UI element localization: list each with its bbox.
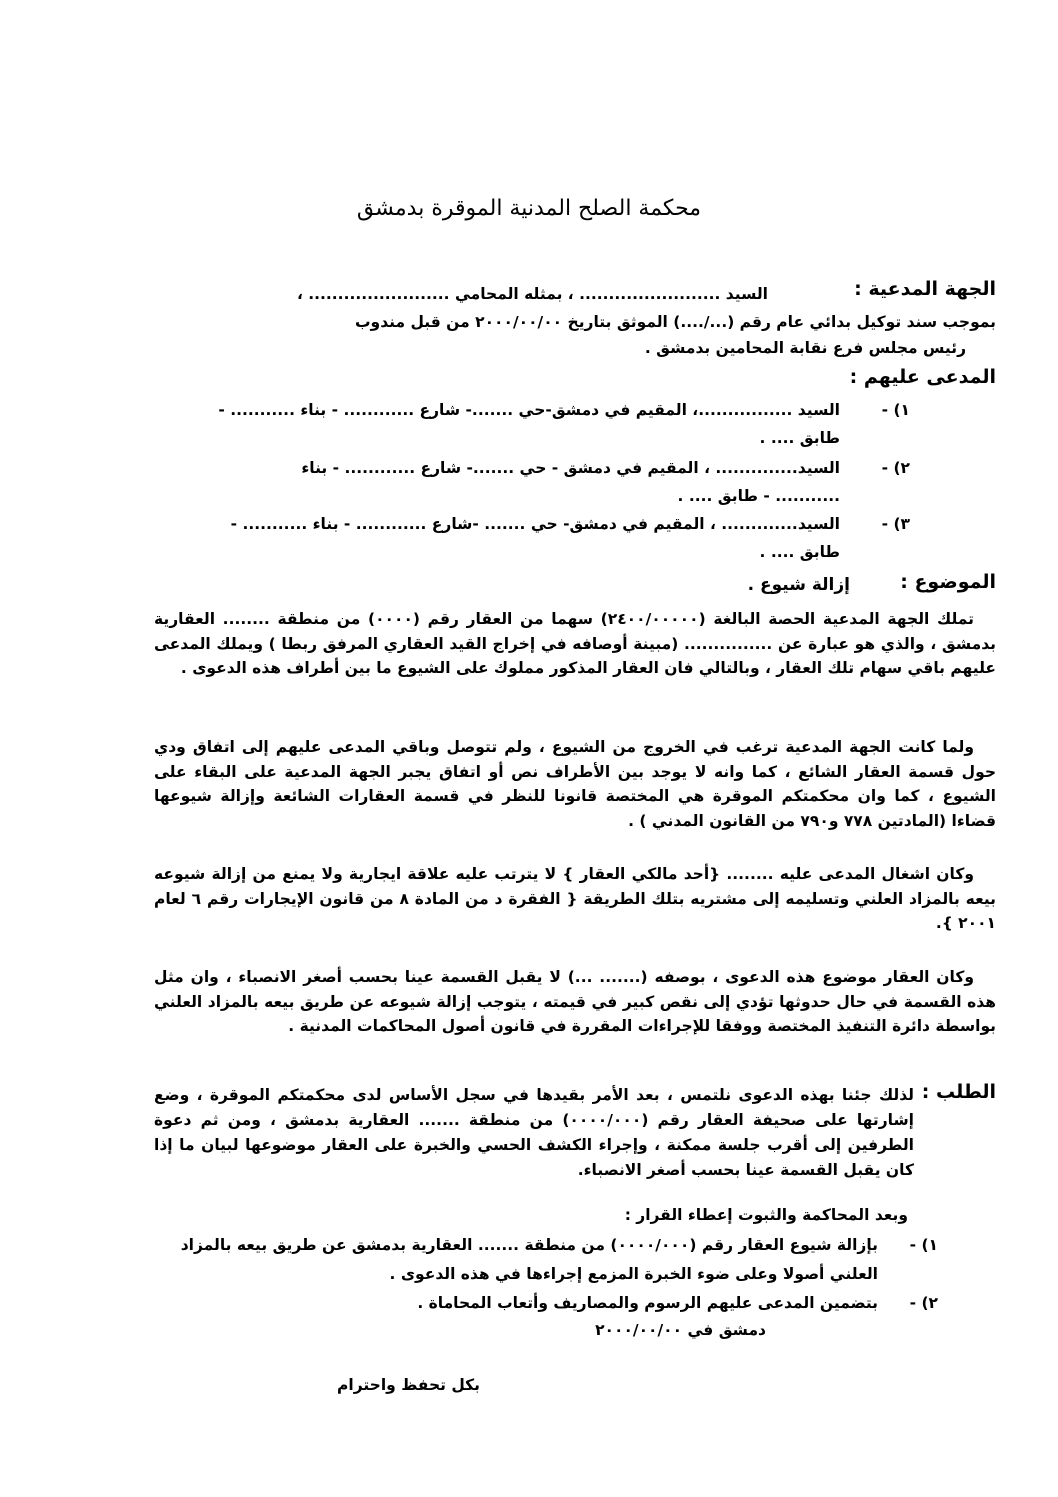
- date-line: دمشق في ٢٠٠٠/٠٠/٠٠: [595, 1321, 766, 1339]
- request-item-2-line-1: بتضمين المدعى عليهم الرسوم والمصاريف وأتعاب المحاماة .: [417, 1294, 878, 1312]
- request-label: الطلب :: [921, 1081, 996, 1103]
- defendant-3-line-1: السيد............. ، المقيم في دمشق- حي ....... -شارع ............ - بناء ........... -: [230, 515, 840, 533]
- closing-line: بكل تحفظ واحترام: [337, 1376, 480, 1394]
- subject-text: إزالة شيوع .: [747, 575, 850, 595]
- defendants-label: المدعى عليهم :: [849, 366, 996, 388]
- plaintiff-label: الجهة المدعية :: [854, 278, 996, 300]
- request-intro: وبعد المحاكمة والثبوت إعطاء القرار :: [624, 1206, 908, 1224]
- defendant-3-number: ٣) -: [881, 515, 910, 533]
- paragraph-2: ولما كانت الجهة المدعية ترغب في الخروج من الشيوع ، ولم تتوصل وباقي المدعى عليهم إلى اتفاق ودي حول قسمة العقار الشائع ، كما وانه لا يوجد بين الأطراف نص أو اتفاق يجبر الجهة المدعية على البقاء على الشيوع ، كما وان محكمتكم الموقرة هي المختصة قانونا للنظر في قسمة العقارات الشائعة وإزالة شيوعها قضاءا (المادتين ٧٧٨ و٧٩٠ من القانون المدني ) .: [154, 738, 996, 830]
- paragraph-1: تملك الجهة المدعية الحصة البالغة (٢٤٠٠/٠٠٠٠٠) سهما من العقار رقم (٠٠٠٠) من منطقة ........ العقارية بدمشق ، والذي هو عبارة عن ............... (مبينة أوصافه في إخراج القيد العقاري المرفق ربطا ) ويملك المدعى عليهم باقي سهام تلك العقار ، وبالتالي فان العقار المذكور مملوك على الشيوع ما بين أطراف هذه الدعوى .: [154, 610, 996, 677]
- request-item-2-number: ٢) -: [909, 1294, 938, 1312]
- plaintiff-line-3: رئيس مجلس فرع نقابة المحامين بدمشق .: [644, 339, 966, 357]
- plaintiff-line-2: بموجب سند توكيل بدائي عام رقم (.../....) الموثق بتاريخ ٢٠٠٠/٠٠/٠٠ من قبل مندوب: [354, 313, 996, 331]
- defendant-2-line-1: السيد.............. ، المقيم في دمشق - حي .......- شارع ............ - بناء: [301, 459, 840, 477]
- paragraph-3: وكان اشغال المدعى عليه ........ {أحد مالكي العقار } لا يترتب عليه علاقة ايجارية ولا يمنع من إزالة شيوعه بيعه بالمزاد العلني وتسليمه إلى مشتريه بتلك الطريقة { الفقرة د من المادة ٨ من قانون الإيجارات رقم ٦ لعام ٢٠٠١ }.: [154, 865, 996, 932]
- defendant-1-number: ١) -: [881, 401, 910, 419]
- request-item-1-line-2: العلني أصولا وعلى ضوء الخبرة المزمع إجراءها في هذه الدعوى .: [389, 1265, 878, 1283]
- defendant-3-line-2: طابق .... .: [759, 543, 840, 561]
- request-item-1-line-1: بإزالة شيوع العقار رقم (٠٠٠٠/٠٠٠) من منطقة ....... العقارية بدمشق عن طريق بيعه بالمزاد: [180, 1236, 878, 1254]
- subject-label: الموضوع :: [900, 571, 996, 593]
- paragraph-4: وكان العقار موضوع هذه الدعوى ، بوصفه (....... ...) لا يقبل القسمة عينا بحسب أصغر الانصباء ، وان مثل هذه القسمة في حال حدوثها تؤدي إلى نقص كبير في قيمته ، يتوجب إزالة شيوعه عن طريق بيعه بالمزاد العلني بواسطة دائرة التنفيذ المختصة ووفقا للإجراءات المقررة في قانون أصول المحاكمات المدنية .: [154, 968, 996, 1035]
- defendant-2-line-2: ........... - طابق .... .: [677, 487, 840, 505]
- defendant-2-number: ٢) -: [881, 459, 910, 477]
- court-title: محكمة الصلح المدنية الموقرة بدمشق: [356, 196, 702, 221]
- request-item-1-number: ١) -: [909, 1236, 938, 1254]
- plaintiff-line-1: السيد ........................ ، بمثله المحامي ........................ ،: [296, 285, 768, 303]
- defendant-1-line-1: السيد ................، المقيم في دمشق-حي .......- شارع ............ - بناء ........... -: [218, 401, 840, 419]
- request-text: لذلك جئنا بهذه الدعوى نلتمس ، بعد الأمر بقيدها في سجل الأساس لدى محكمتكم الموقرة ، وضع إشارتها على صحيفة العقار رقم (٠٠٠٠/٠٠٠) من منطقة ....... العقارية بدمشق ، ومن ثم دعوة الطرفين إلى أقرب جلسة ممكنة ، وإجراء الكشف الحسي والخبرة على العقار موضوعها لبيان ما إذا كان يقبل القسمة عينا بحسب أصغر الانصباء.: [154, 1086, 914, 1179]
- defendant-1-line-2: طابق .... .: [759, 429, 840, 447]
